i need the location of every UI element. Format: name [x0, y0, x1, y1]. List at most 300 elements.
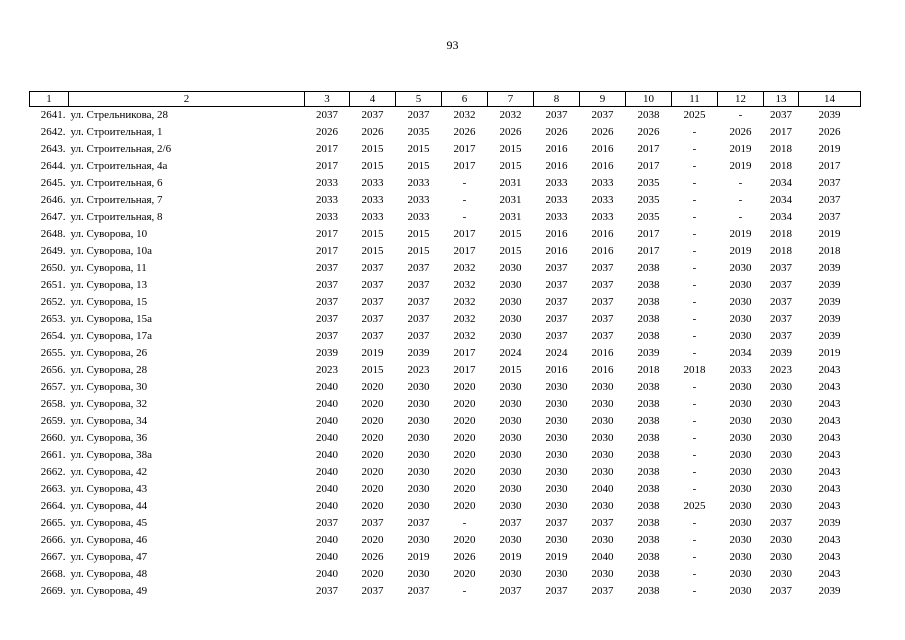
year-cell: 2030 [729, 296, 752, 308]
year-cell: 2030 [729, 449, 752, 461]
year-cell: 2043 [818, 432, 841, 444]
year-cell: - [692, 415, 697, 427]
year-cell: 2030 [499, 500, 522, 512]
table-row [30, 549, 861, 566]
year-cell: 2037 [770, 585, 792, 597]
year-cell: 2030 [729, 500, 752, 512]
year-cell: 2030 [729, 517, 752, 529]
year-cell: - [692, 347, 697, 359]
year-cell: 2033 [407, 194, 430, 206]
year-cell: 2040 [316, 449, 338, 461]
column-header: 1 [30, 92, 69, 107]
year-cell: 2039 [818, 313, 841, 325]
year-cell: - [692, 177, 697, 189]
address-cell: ул. Суворова, 32 [70, 398, 148, 410]
row-number: 2656. [40, 364, 66, 376]
year-cell: 2030 [499, 381, 522, 393]
year-cell: - [692, 466, 697, 478]
year-cell: 2015 [499, 228, 522, 240]
column-header: 2 [69, 92, 305, 107]
year-cell: 2030 [729, 551, 752, 563]
year-cell: 2020 [361, 381, 384, 393]
year-cell: 2032 [453, 313, 476, 325]
address-cell: ул. Стрельникова, 28 [70, 109, 169, 121]
page-number: 93 [446, 38, 459, 52]
year-cell: 2016 [545, 143, 568, 155]
year-cell: 2015 [361, 245, 384, 257]
year-cell: 2020 [453, 483, 476, 495]
year-cell: 2030 [770, 500, 792, 512]
year-cell: 2037 [545, 330, 568, 342]
year-cell: 2037 [407, 262, 430, 274]
year-cell: 2040 [316, 466, 338, 478]
year-cell: 2015 [407, 160, 430, 172]
year-cell: 2017 [453, 245, 476, 257]
year-cell: 2030 [729, 262, 752, 274]
year-cell: 2030 [499, 534, 522, 546]
year-cell: 2038 [637, 330, 660, 342]
year-cell: 2030 [729, 381, 752, 393]
year-cell: 2038 [637, 568, 660, 580]
year-cell: 2034 [770, 177, 792, 189]
year-cell: 2039 [818, 330, 841, 342]
address-cell: ул. Суворова, 38а [70, 449, 153, 461]
year-cell: 2030 [499, 432, 522, 444]
year-cell: 2037 [407, 296, 430, 308]
table-row [30, 362, 861, 379]
table-row [30, 328, 861, 345]
year-cell: 2033 [591, 194, 614, 206]
year-cell: 2017 [316, 160, 338, 172]
year-cell: 2037 [361, 296, 384, 308]
year-cell: 2038 [637, 296, 660, 308]
year-cell: 2035 [637, 211, 660, 223]
year-cell: 2030 [407, 381, 430, 393]
year-cell: 2019 [499, 551, 522, 563]
year-cell: 2017 [453, 143, 476, 155]
row-number: 2669. [40, 585, 66, 597]
year-cell: 2038 [637, 500, 660, 512]
year-cell: 2030 [499, 330, 522, 342]
year-cell: - [462, 211, 467, 223]
year-cell: 2037 [316, 279, 338, 291]
year-cell: 2032 [499, 109, 522, 121]
year-cell: 2037 [499, 585, 522, 597]
year-cell: 2020 [361, 500, 384, 512]
year-cell: 2015 [499, 245, 522, 257]
row-number: 2659. [40, 415, 66, 427]
year-cell: 2033 [545, 194, 568, 206]
year-cell: 2037 [591, 585, 614, 597]
year-cell: 2033 [361, 194, 384, 206]
year-cell: 2020 [453, 466, 476, 478]
year-cell: 2037 [545, 262, 568, 274]
year-cell: - [692, 313, 697, 325]
year-cell: 2037 [361, 279, 384, 291]
year-cell: 2015 [361, 364, 384, 376]
year-cell: 2017 [637, 228, 660, 240]
year-cell: 2037 [770, 296, 792, 308]
year-cell: 2030 [770, 568, 792, 580]
year-cell: 2030 [545, 466, 568, 478]
address-cell: ул. Суворова, 49 [70, 585, 148, 597]
year-cell: 2018 [637, 364, 660, 376]
year-cell: 2030 [407, 432, 430, 444]
year-cell: 2020 [453, 381, 476, 393]
year-cell: 2016 [545, 364, 568, 376]
year-cell: 2037 [818, 194, 841, 206]
address-cell: ул. Суворова, 48 [70, 568, 148, 580]
year-cell: 2030 [499, 483, 522, 495]
year-cell: - [692, 534, 697, 546]
row-number: 2664. [40, 500, 66, 512]
year-cell: 2030 [770, 398, 792, 410]
year-cell: 2030 [407, 415, 430, 427]
year-cell: - [692, 245, 697, 257]
year-cell: 2016 [591, 228, 614, 240]
table-row [30, 209, 861, 226]
year-cell: 2030 [407, 483, 430, 495]
year-cell: 2020 [361, 483, 384, 495]
year-cell: 2030 [545, 398, 568, 410]
year-cell: - [462, 194, 467, 206]
year-cell: 2026 [361, 551, 384, 563]
year-cell: 2033 [361, 211, 384, 223]
year-cell: 2037 [407, 313, 430, 325]
year-cell: 2043 [818, 449, 841, 461]
year-cell: 2030 [729, 466, 752, 478]
year-cell: 2031 [499, 177, 522, 189]
year-cell: 2018 [770, 228, 792, 240]
address-cell: ул. Суворова, 45 [70, 517, 148, 529]
column-header: 8 [534, 92, 580, 107]
year-cell: 2019 [818, 347, 841, 359]
year-cell: 2030 [499, 313, 522, 325]
year-cell: 2019 [729, 228, 752, 240]
year-cell: 2030 [407, 500, 430, 512]
year-cell: 2037 [316, 330, 338, 342]
year-cell: - [738, 194, 743, 206]
year-cell: 2037 [407, 109, 430, 121]
year-cell: 2019 [407, 551, 430, 563]
year-cell: 2030 [545, 483, 568, 495]
year-cell: 2030 [499, 466, 522, 478]
year-cell: 2037 [545, 517, 568, 529]
year-cell: 2037 [591, 313, 614, 325]
table-row [30, 413, 861, 430]
year-cell: 2032 [453, 279, 476, 291]
row-number: 2661. [40, 449, 66, 461]
address-cell: ул. Суворова, 15а [70, 313, 153, 325]
year-cell: 2030 [499, 449, 522, 461]
year-cell: 2040 [316, 432, 338, 444]
column-header: 12 [718, 92, 764, 107]
year-cell: 2039 [770, 347, 792, 359]
year-cell: 2030 [729, 534, 752, 546]
table-row [30, 379, 861, 396]
year-cell: 2030 [545, 432, 568, 444]
year-cell: 2037 [499, 517, 522, 529]
row-number: 2644. [40, 160, 66, 172]
year-cell: 2038 [637, 466, 660, 478]
year-cell: 2031 [499, 194, 522, 206]
year-cell: 2017 [637, 160, 660, 172]
year-cell: 2023 [316, 364, 338, 376]
year-cell: 2020 [361, 466, 384, 478]
year-cell: 2030 [729, 483, 752, 495]
year-cell: 2026 [729, 126, 752, 138]
address-cell: ул. Суворова, 10 [70, 228, 148, 240]
year-cell: 2032 [453, 296, 476, 308]
year-cell: 2030 [591, 381, 614, 393]
year-cell: 2026 [453, 126, 476, 138]
year-cell: 2037 [591, 517, 614, 529]
year-cell: - [692, 330, 697, 342]
year-cell: 2033 [316, 177, 338, 189]
year-cell: 2037 [545, 109, 568, 121]
row-number: 2651. [40, 279, 66, 291]
table-row [30, 107, 861, 125]
row-number: 2647. [40, 211, 66, 223]
table-row [30, 498, 861, 515]
address-cell: ул. Суворова, 42 [70, 466, 148, 478]
year-cell: 2030 [729, 585, 752, 597]
year-cell: 2026 [591, 126, 614, 138]
year-cell: 2030 [591, 398, 614, 410]
year-cell: 2017 [818, 160, 841, 172]
year-cell: 2030 [770, 534, 792, 546]
year-cell: - [692, 517, 697, 529]
address-cell: ул. Суворова, 26 [70, 347, 148, 359]
year-cell: - [738, 177, 743, 189]
year-cell: 2026 [453, 551, 476, 563]
year-cell: 2030 [770, 432, 792, 444]
year-cell: 2018 [770, 160, 792, 172]
year-cell: 2016 [545, 228, 568, 240]
row-number: 2642. [40, 126, 66, 138]
row-number: 2660. [40, 432, 66, 444]
year-cell: 2037 [591, 279, 614, 291]
year-cell: 2038 [637, 432, 660, 444]
year-cell: 2039 [818, 296, 841, 308]
year-cell: 2038 [637, 262, 660, 274]
year-cell: 2015 [361, 228, 384, 240]
year-cell: 2015 [407, 228, 430, 240]
year-cell: 2016 [591, 160, 614, 172]
year-cell: - [692, 432, 697, 444]
year-cell: - [738, 211, 743, 223]
year-cell: - [692, 279, 697, 291]
column-header: 6 [442, 92, 488, 107]
year-cell: 2030 [407, 398, 430, 410]
table-row [30, 515, 861, 532]
year-cell: 2030 [499, 398, 522, 410]
address-cell: ул. Строительная, 8 [70, 211, 163, 223]
year-cell: 2016 [545, 245, 568, 257]
address-cell: ул. Суворова, 47 [70, 551, 148, 563]
year-cell: 2040 [316, 534, 338, 546]
year-cell: 2032 [453, 109, 476, 121]
table-row [30, 158, 861, 175]
year-cell: 2043 [818, 551, 841, 563]
table-row [30, 243, 861, 260]
year-cell: 2019 [729, 160, 752, 172]
year-cell: 2030 [729, 415, 752, 427]
year-cell: 2043 [818, 381, 841, 393]
address-cell: ул. Суворова, 34 [70, 415, 148, 427]
row-number: 2641. [40, 109, 66, 121]
year-cell: 2019 [729, 245, 752, 257]
year-cell: 2033 [316, 194, 338, 206]
address-cell: ул. Суворова, 13 [70, 279, 148, 291]
table-row [30, 481, 861, 498]
year-cell: 2017 [316, 228, 338, 240]
year-cell: 2037 [545, 279, 568, 291]
year-cell: 2038 [637, 381, 660, 393]
year-cell: 2020 [453, 398, 476, 410]
year-cell: 2030 [407, 449, 430, 461]
table-row [30, 124, 861, 141]
year-cell: 2030 [545, 500, 568, 512]
year-cell: 2030 [591, 415, 614, 427]
year-cell: 2037 [591, 262, 614, 274]
year-cell: 2040 [591, 551, 614, 563]
year-cell: 2039 [818, 585, 841, 597]
table-row [30, 192, 861, 209]
table-row [30, 566, 861, 583]
year-cell: 2017 [453, 347, 476, 359]
year-cell: 2038 [637, 534, 660, 546]
year-cell: 2020 [453, 449, 476, 461]
year-cell: 2037 [316, 262, 338, 274]
year-cell: 2017 [637, 245, 660, 257]
year-cell: 2034 [770, 211, 792, 223]
address-cell: ул. Суворова, 43 [70, 483, 148, 495]
year-cell: 2020 [453, 568, 476, 580]
year-cell: - [692, 262, 697, 274]
year-cell: 2037 [316, 109, 338, 121]
row-number: 2646. [40, 194, 66, 206]
year-cell: 2038 [637, 279, 660, 291]
year-cell: 2040 [316, 568, 338, 580]
year-cell: 2026 [316, 126, 338, 138]
year-cell: 2033 [407, 211, 430, 223]
year-cell: - [692, 211, 697, 223]
year-cell: 2033 [545, 177, 568, 189]
year-cell: 2020 [453, 534, 476, 546]
column-header: 9 [580, 92, 626, 107]
table-row [30, 277, 861, 294]
year-cell: 2040 [316, 483, 338, 495]
column-header: 3 [305, 92, 350, 107]
row-number: 2652. [40, 296, 66, 308]
year-cell: 2026 [499, 126, 522, 138]
year-cell: 2030 [545, 381, 568, 393]
year-cell: 2015 [499, 160, 522, 172]
year-cell: 2016 [591, 364, 614, 376]
year-cell: 2043 [818, 398, 841, 410]
year-cell: - [692, 126, 697, 138]
column-header: 10 [626, 92, 672, 107]
year-cell: 2030 [407, 568, 430, 580]
year-cell: 2030 [729, 432, 752, 444]
year-cell: 2033 [591, 177, 614, 189]
year-cell: 2032 [453, 330, 476, 342]
year-cell: 2030 [407, 466, 430, 478]
address-cell: ул. Суворова, 15 [70, 296, 148, 308]
year-cell: - [692, 296, 697, 308]
year-cell: 2033 [316, 211, 338, 223]
year-cell: 2038 [637, 551, 660, 563]
table-row [30, 260, 861, 277]
year-cell: 2037 [316, 313, 338, 325]
year-cell: 2037 [316, 585, 338, 597]
year-cell: 2039 [818, 262, 841, 274]
address-cell: ул. Суворова, 11 [70, 262, 147, 274]
table-header [30, 92, 861, 107]
year-cell: 2040 [316, 381, 338, 393]
year-cell: 2023 [407, 364, 430, 376]
year-cell: 2032 [453, 262, 476, 274]
year-cell: 2015 [407, 143, 430, 155]
year-cell: 2019 [818, 143, 841, 155]
row-number: 2650. [40, 262, 66, 274]
year-cell: 2037 [770, 313, 792, 325]
year-cell: 2017 [637, 143, 660, 155]
year-cell: 2026 [361, 126, 384, 138]
year-cell: 2026 [818, 126, 841, 138]
schedule-table [29, 91, 861, 600]
year-cell: 2031 [499, 211, 522, 223]
year-cell: 2030 [591, 449, 614, 461]
year-cell: 2019 [361, 347, 384, 359]
year-cell: 2039 [637, 347, 660, 359]
year-cell: 2030 [499, 279, 522, 291]
year-cell: 2039 [818, 279, 841, 291]
year-cell: 2037 [770, 262, 792, 274]
year-cell: 2033 [729, 364, 752, 376]
table-row [30, 226, 861, 243]
year-cell: 2020 [361, 534, 384, 546]
year-cell: 2030 [499, 415, 522, 427]
address-cell: ул. Суворова, 10а [70, 245, 153, 257]
year-cell: 2037 [770, 109, 792, 121]
year-cell: 2030 [545, 568, 568, 580]
year-cell: 2030 [729, 568, 752, 580]
row-number: 2655. [40, 347, 66, 359]
year-cell: 2018 [683, 364, 706, 376]
year-cell: 2030 [591, 432, 614, 444]
year-cell: 2018 [818, 245, 841, 257]
year-cell: 2037 [361, 585, 384, 597]
year-cell: 2030 [770, 466, 792, 478]
column-header: 11 [672, 92, 718, 107]
year-cell: 2030 [770, 415, 792, 427]
year-cell: 2038 [637, 313, 660, 325]
address-cell: ул. Суворова, 46 [70, 534, 148, 546]
row-number: 2662. [40, 466, 66, 478]
column-header: 5 [396, 92, 442, 107]
year-cell: 2030 [591, 500, 614, 512]
year-cell: - [692, 483, 697, 495]
year-cell: 2039 [818, 517, 841, 529]
year-cell: 2030 [499, 568, 522, 580]
column-header: 14 [799, 92, 861, 107]
address-cell: ул. Суворова, 30 [70, 381, 148, 393]
year-cell: 2040 [316, 398, 338, 410]
year-cell: 2037 [770, 517, 792, 529]
table-row [30, 430, 861, 447]
